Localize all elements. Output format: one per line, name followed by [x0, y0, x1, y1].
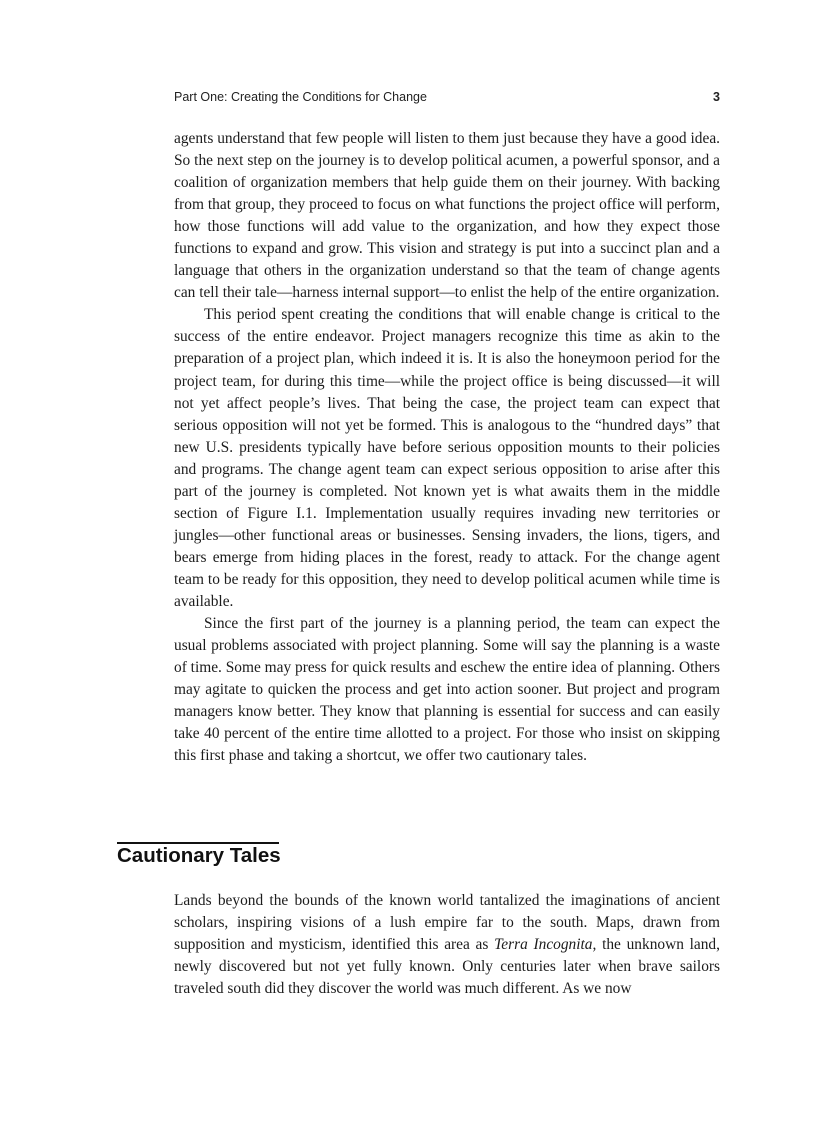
paragraph-continuation: agents understand that few people will listen to them just because they have a good idea. So the next step on the journey is to develop political acumen, a powerful sponsor, and a coalition of organization members that help guide them on their journey. With backing from that group, they proceed to focus on what functions the project office will perform, how those functions will add value to the organization, and how they expect those functions to expand and grow. This vision and strategy is put into a succinct plan and a language that others in the organization understand so that the team of change agents can tell their tale—harness internal support—to enlist the help of the entire organization. — [174, 130, 720, 302]
paragraph-terra-incognita — [174, 890, 720, 1000]
section-heading: Cautionary Tales — [117, 844, 281, 867]
intro-text-block — [174, 128, 720, 767]
cautionary-text-block — [174, 890, 720, 1000]
running-head-title: Part One: Creating the Conditions for Change — [174, 90, 427, 104]
terra-text-before: Lands beyond the bounds of the known world tantalized the imaginations of ancient scholars, inspiring visions of a lush empire far to the south. Maps, drawn from supposition and mysticism, identified this area as — [174, 892, 720, 954]
terra-incognita-italic: Terra Incognita, — [494, 936, 597, 954]
paragraph-conditions-period: This period spent creating the conditions that will enable change is critical to the success of the entire endeavor. Project managers recognize this time as akin to the preparation of a project plan, which indeed it is. It is also the honeymoon period for the project team, for during this time—while the project office is being discussed—it will not yet affect people’s lives. That being the case, the project team can expect that serious opposition will not yet be formed. This is analogous to the “hundred days” that new U.S. presidents typically have before serious opposition mounts to their policies and programs. The change agent team can expect serious opposition to arise after this part of the journey is completed. Not known yet is what awaits them in the middle section of Figure I.1. Implementation usually requires invading new territories or jungles—other functional areas or businesses. Sensing invaders, the lions, tigers, and bears emerge from hiding places in the forest, ready to attack. For the change agent team to be ready for this opposition, they need to develop political acumen while time is available. — [174, 306, 720, 610]
page-number: 3 — [713, 90, 720, 104]
running-head — [174, 90, 720, 108]
terra-text-after: the unknown land, newly discovered but not yet fully known. Only centuries later when brave sailors traveled south did they discover the world was much different. As we now — [174, 936, 720, 998]
paragraph-planning-period: Since the first part of the journey is a planning period, the team can expect the usual problems associated with project planning. Some will say the planning is a waste of time. Some may press for quick results and eschew the entire idea of planning. Others may agitate to quicken the process and get into action sooner. But project and program managers know better. They know that planning is essential for success and can easily take 40 percent of the entire time allotted to a project. For those who insist on skipping this first phase and taking a shortcut, we offer two cautionary tales. — [174, 615, 720, 765]
